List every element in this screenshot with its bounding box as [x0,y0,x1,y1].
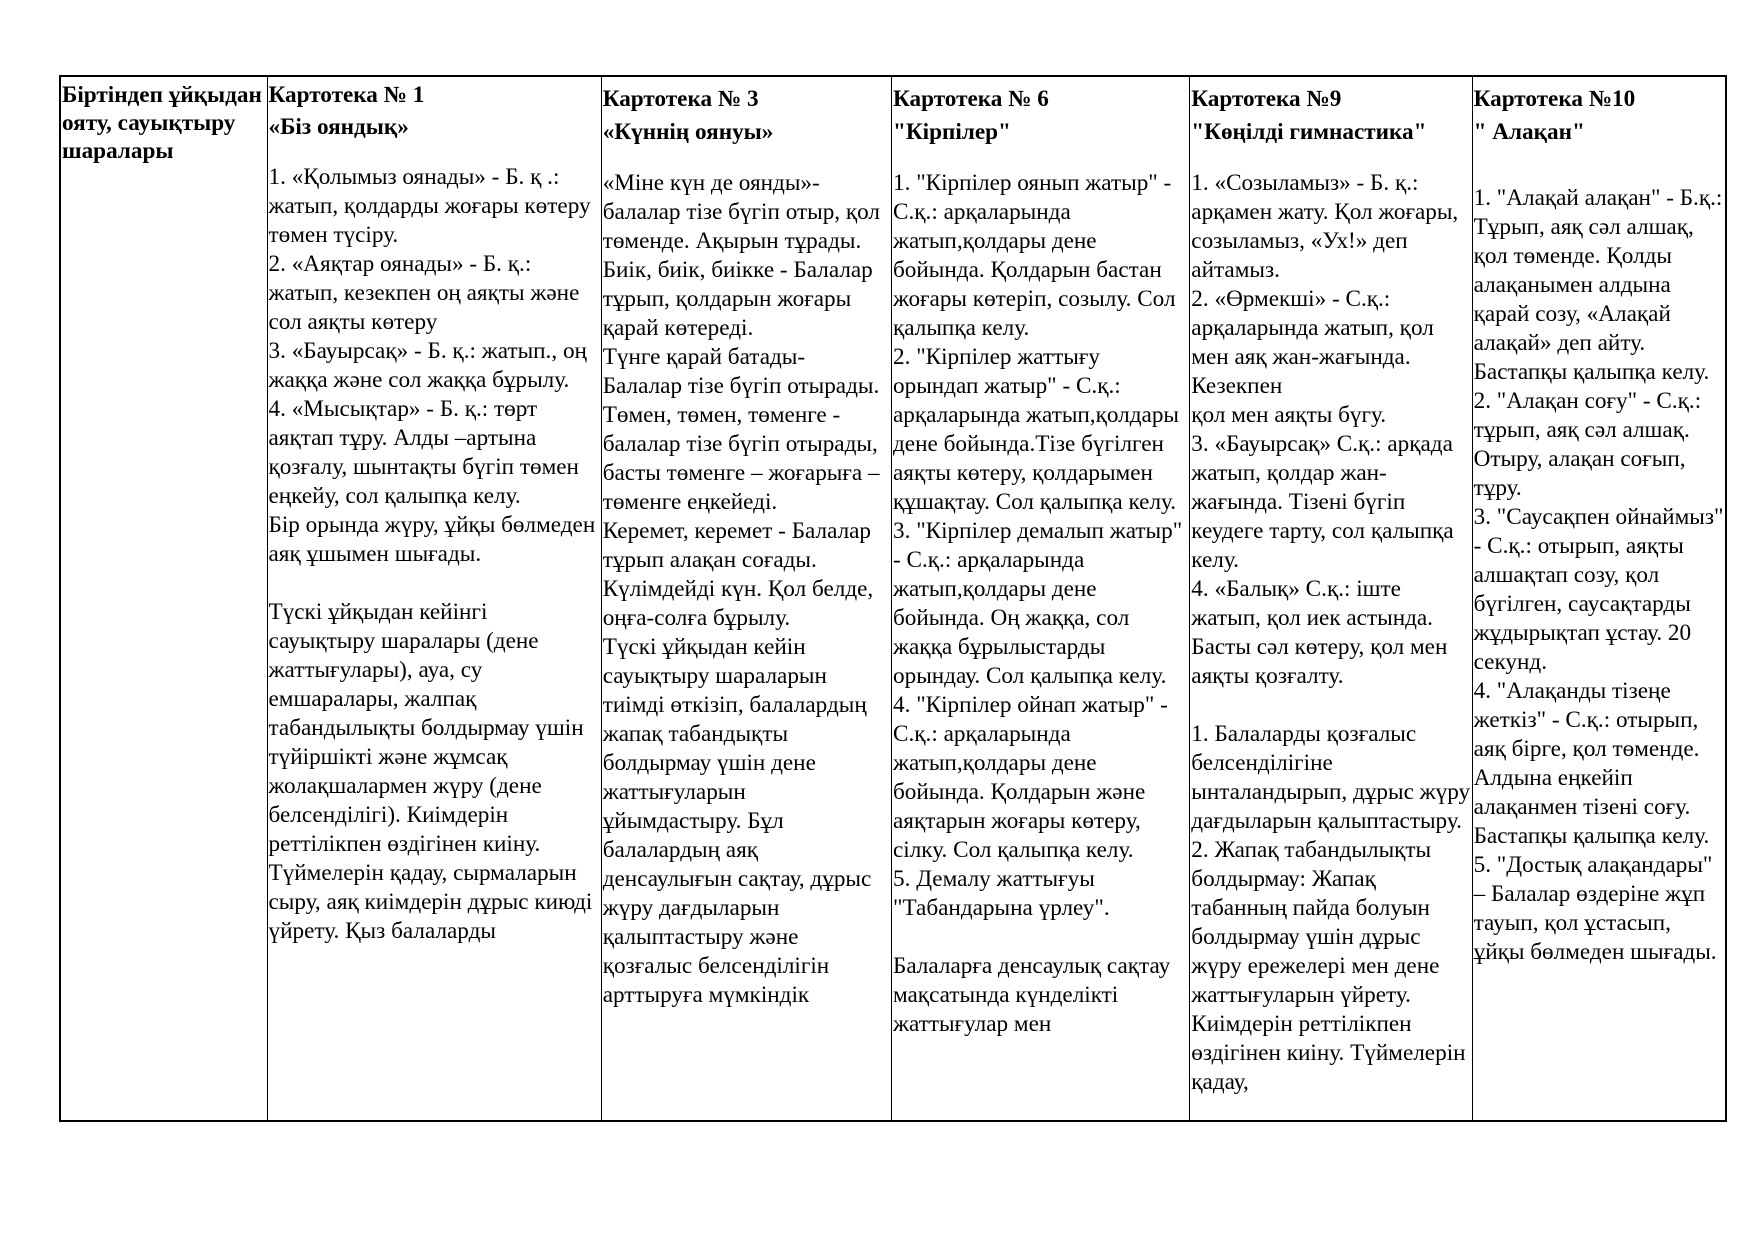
card-name: "Кірпілер" [893,119,1011,145]
card-title [893,83,1188,149]
card-number: Картотека № 6 [893,86,1049,112]
section-label-cell [61,77,268,1120]
card-number: Картотека №9 [1191,86,1342,112]
card-cell-3 [602,77,892,1120]
card-title [603,83,890,149]
card-name: «Күннің оянуы» [602,119,774,145]
card-text: 1. "Алақай алақан" - Б.қ.: Тұрып, аяқ сәл алшақ, қол төменде. Қолды алақанымен алдына қарай созу, «Алақай алақай» деп айту. Бастапқы қалыпқа келу. 2. "Алақан соғу" - С.қ.: тұрып, аяқ сәл алшақ. Отыру, алақан соғып, тұру. 3. "Саусақпен ойнаймыз" - С.қ.: отырып, аяқты алшақтап созу, қол бүгілген, саусақтарды жұдырықтап ұстау. 20 секунд. 4. "Алақанды тізеңе жеткіз" - С.қ.: отырып, аяқ бірге, қол төменде. Алдына еңкейіп алақанмен тізені соғу. Бастапқы қалыпқа келу. 5. "Достық алақандары" – Балалар өздеріне жұп тауып, қол ұстасып, ұйқы бөлмеден шығады. [1473,185,1724,965]
card-title [269,79,600,143]
card-text: 1. "Кірпілер оянып жатыр" - С.қ.: арқаларында жатып,қолдары дене бойында. Қолдарын бастан жоғары көтеріп, созылу. Сол қалыпқа келу. 2. "Кірпілер жаттығу орындап жатыр" - С.қ.: арқаларында жатып,қолдары дене бойында.Тізе бүгілген аяқты көтеру, қолдарымен құшақтау. Сол қалыпқа келу. 3. "Кірпілер демалып жатыр" - С.қ.: арқаларында жатып,қолдары дене бойында. Оң жаққа, сол жаққа бұрылыстарды орындау. Сол қалыпқа келу. 4. "Кірпілер ойнап жатыр" - С.қ.: арқаларында жатып,қолдары дене бойында. Қолдарын және аяқтарын жоғары көтеру, сілку. Сол қалыпқа келу. 5. Демалу жаттығуы "Табандарына үрлеу". Балаларға денсаулық сақтау мақсатында күнделікті жаттығулар мен [893,170,1183,1037]
card-number: Картотека № 1 [268,82,425,108]
section-label: Біртіндеп ұйқыдан ояту, сауықтыру шаралары [62,82,262,164]
card-number: Картотека №10 [1473,86,1636,112]
card-text: 1. «Қолымыз оянады» - Б. қ .: жатып, қолдарды жоғары көтеру төмен түсіру. 2. «Аяқтар оянады» - Б. қ.: жатып, кезекпен оң аяқты және сол аяқты көтеру 3. «Бауырсақ» - Б. қ.: жатып., оң жаққа және сол жаққа бұрылу. 4. «Мысықтар» - Б. қ.: төрт аяқтап тұру. Алды –артына қозғалу, шынтақты бүгіп төмен еңкейу, сол қалыпқа келу. Бір орында жүру, ұйқы бөлмеден аяқ ұшымен шығады. Түскі ұйқыдан кейінгі сауықтыру шаралары (дене жаттығулары), ауа, су емшаралары, жалпақ табандылықты болдырмау үшін түйіршікті және жұмсақ жолақшалармен жүру (дене белсенділігі). Киімдерін реттілікпен өздігінен киіну. Түймелерін қадау, сырмаларын сыру, аяқ киімдерін дұрыс киюді үйрету. Қыз балаларды [268,164,596,944]
card-cell-9 [1190,77,1472,1120]
card-name: "Көңілді гимнастика" [1191,119,1427,145]
schedule-table [59,75,1727,1122]
card-text: 1. «Созыламыз» - Б. қ.: арқамен жату. Қол жоғары, созыламыз, «Ух!» деп айтамыз. 2. «Өрмекші» - С.қ.: арқаларында жатып, қол мен аяқ жан-жағында. Кезекпен қол мен аяқты бүгу. 3. «Бауырсақ» С.қ.: арқада жатып, қолдар жан-жағында. Тізені бүгіп кеудеге тарту, сол қалыпқа келу. 4. «Балық» С.қ.: іште жатып, қол иек астында. Басты сәл көтеру, қол мен аяқты қозғалту. 1. Балаларды қозғалыс белсенділігіне ынталандырып, дұрыс жүру дағдыларын қалыптастыру. 2. Жапақ табандылықты болдырмау: Жапақ табанның пайда болуын болдырмау үшін дұрыс жүру ережелері мен дене жаттығуларын үйрету. Киімдерін реттілікпен өздігінен киіну. Түймелерін қадау, [1191,170,1471,1095]
card-name: " Алақан" [1473,119,1585,145]
card-cell-1 [268,77,602,1120]
card-cell-6 [892,77,1190,1120]
card-number: Картотека № 3 [602,86,759,112]
card-title [1191,83,1470,149]
card-text: «Міне күн де оянды»- балалар тізе бүгіп отыр, қол төменде. Ақырын тұрады. Биік, биік, биікке - Балалар тұрып, қолдарын жоғары қарай көтереді. Түнге қарай батады- Балалар тізе бүгіп отырады. Төмен, төмен, төменге - балалар тізе бүгіп отырады, басты төменге – жоғарыға – төменге еңкейеді. Керемет, керемет - Балалар тұрып алақан соғады. Күлімдейді күн. Қол белде, оңға-солға бұрылу. Түскі ұйқыдан кейін сауықтыру шараларын тиімді өткізіп, балалардың жапақ табандықты болдырмау үшін дене жаттығуларын ұйымдастыру. Бұл балалардың аяқ денсаулығын сақтау, дұрыс жүру дағдыларын қалыптастыру және қозғалыс белсенділігін арттыруға мүмкіндік [602,170,881,1008]
card-name: «Біз ояндық» [268,114,409,140]
card-cell-10 [1473,77,1725,1120]
card-title [1474,83,1724,149]
